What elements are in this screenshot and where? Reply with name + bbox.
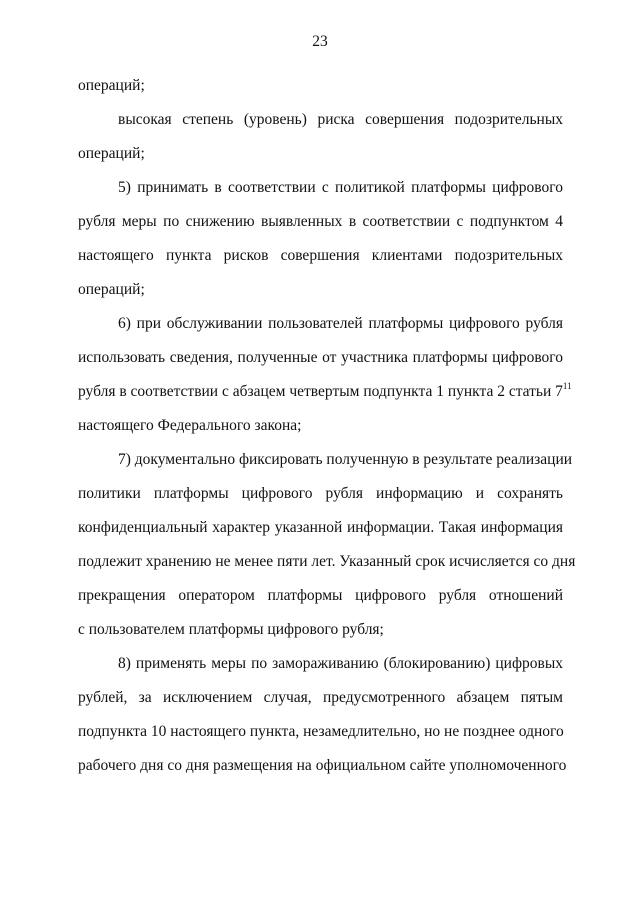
text-line-content: 8) применять меры по замораживанию (блокированию) цифровых — [118, 655, 563, 672]
text-line-content: конфиденциальный характер указанной информации. Такая информация — [78, 519, 563, 536]
text-line-content: 5) принимать в соответствии с политикой платформы цифрового — [118, 179, 563, 196]
text-line — [78, 749, 567, 783]
text-line — [78, 477, 563, 511]
text-line — [78, 613, 563, 647]
text-line — [78, 681, 563, 715]
text-line-content: высокая степень (уровень) риска совершения подозрительных — [118, 111, 563, 128]
text-line — [78, 409, 563, 443]
text-line-content: операций; — [78, 281, 145, 298]
text-line-content: рабочего дня со дня размещения на официальном сайте уполномоченного — [78, 757, 567, 774]
text-line-content: подлежит хранению не менее пяти лет. Указанный срок исчисляется со дня — [78, 553, 576, 570]
text-line-content: 7) документально фиксировать полученную в результате реализации — [118, 451, 573, 468]
text-line-content: подпункта 10 настоящего пункта, незамедлительно, но не позднее одного — [78, 723, 564, 740]
paragraph — [78, 443, 576, 647]
text-line-content: прекращения оператором платформы цифрового рубля отношений — [78, 587, 563, 604]
text-line-content: рублей, за исключением случая, предусмотренного абзацем пятым — [78, 689, 563, 706]
paragraph — [78, 647, 567, 783]
text-line — [78, 443, 573, 477]
text-line — [78, 205, 563, 239]
text-line-content: использовать сведения, полученные от участника платформы цифрового — [78, 349, 563, 366]
page-number: 23 — [312, 33, 328, 50]
text-line — [78, 375, 572, 409]
text-line-content: настоящего пункта рисков совершения клиентами подозрительных — [78, 247, 563, 264]
superscript: 11 — [562, 381, 572, 391]
text-line-content: операций; — [78, 145, 145, 162]
text-line-content: операций; — [78, 77, 145, 94]
text-line — [78, 273, 563, 307]
text-line-content: 6) при обслуживании пользователей платформы цифрового рубля — [118, 315, 563, 332]
text-line-content: рубля меры по снижению выявленных в соответствии с подпунктом 4 — [78, 213, 563, 230]
text-line-content: настоящего Федерального закона; — [78, 417, 302, 434]
text-line — [78, 341, 563, 375]
text-line — [78, 171, 563, 205]
paragraph — [78, 307, 572, 443]
paragraph — [78, 171, 563, 307]
text-line-content: с пользователем платформы цифрового рубля; — [78, 621, 384, 638]
text-line — [78, 103, 563, 137]
paragraph — [78, 103, 563, 171]
text-line — [78, 715, 563, 749]
text-line — [78, 307, 563, 341]
text-line — [78, 579, 563, 613]
text-line — [78, 511, 563, 545]
paragraph — [78, 69, 563, 103]
text-line-content: рубля в соответствии с абзацем четвертым подпункта 1 пункта 2 статьи 7 — [78, 383, 563, 400]
text-line — [78, 137, 563, 171]
text-line — [78, 239, 563, 273]
text-line — [78, 647, 563, 681]
text-line — [78, 69, 563, 103]
text-line — [78, 545, 576, 579]
text-line-content: политики платформы цифрового рубля информацию и сохранять — [78, 485, 563, 502]
document-body — [78, 69, 576, 783]
